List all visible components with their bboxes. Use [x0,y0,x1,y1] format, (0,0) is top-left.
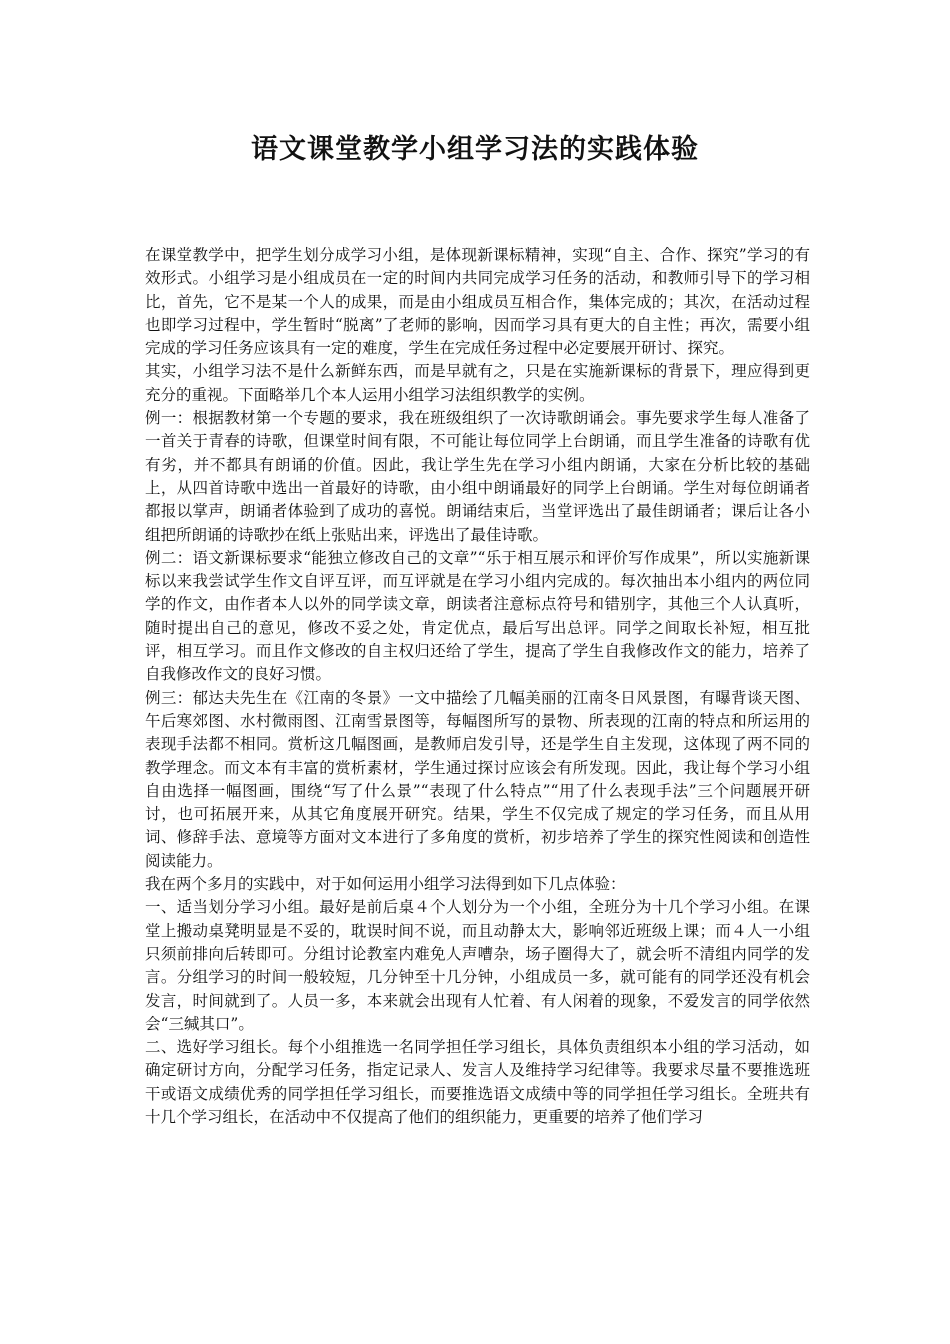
paragraph-intro: 在课堂教学中，把学生划分成学习小组，是体现新课标精神，实现“自主、合作、探究”学习的有效形式。小组学习是小组成员在一定的时间内共同完成学习任务的活动，和教师引导下的学习相比，首先，它不是某一个人的成果，而是由小组成员互相合作，集体完成的；其次，在活动过程也即学习过程中，学生暂时“脱离”了老师的影响，因而学习具有更大的自主性；再次，需要小组完成的学习任务应该具有一定的难度，学生在完成任务过程中必定要展开研讨、探究。 [145,246,810,358]
paragraph-example-1: 例一：根据教材第一个专题的要求，我在班级组织了一次诗歌朗诵会。事先要求学生每人准备了一首关于青春的诗歌，但课堂时间有限，不可能让每位同学上台朗诵，而且学生准备的诗歌有优有劣，并不都具有朗诵的价值。因此，我让学生先在学习小组内朗诵，大家在分析比较的基础上，从四首诗歌中选出一首最好的诗歌，由小组中朗诵最好的同学上台朗诵。学生对每位朗诵者都报以掌声，朗诵者体验到了成功的喜悦。朗诵结束后，当堂评选出了最佳朗诵者；课后让各小组把所朗诵的诗歌抄在纸上张贴出来，评选出了最佳诗歌。 [145,409,810,544]
paragraph-background: 其实，小组学习法不是什么新鲜东西，而是早就有之，只是在实施新课标的背景下，理应得到更充分的重视。下面略举几个本人运用小组学习法组织教学的实例。 [145,362,810,404]
document-body [145,244,810,1129]
paragraph-point-1: 一、适当划分学习小组。最好是前后桌４个人划分为一个小组，全班分为十几个学习小组。在课堂上搬动桌凳明显是不妥的，耽误时间不说，而且动静太大，影响邻近班级上课；而４人一小组只须前排向后转即可。分组讨论教室内难免人声嘈杂，场子圈得大了，就会听不清组内同学的发言。分组学习的时间一般较短，几分钟至十几分钟，小组成员一多，就可能有的同学还没有机会发言，时间就到了。人员一多，本来就会出现有人忙着、有人闲着的现象，不爱发言的同学依然会“三缄其口”。 [145,898,810,1033]
paragraph-example-2: 例二：语文新课标要求“能独立修改自己的文章”“乐于相互展示和评价写作成果”，所以实施新课标以来我尝试学生作文自评互评，而互评就是在学习小组内完成的。每次抽出本小组内的两位同学的作文，由作者本人以外的同学读文章，朗读者注意标点符号和错别字，其他三个人认真听，随时提出自己的意见，修改不妥之处，肯定优点，最后写出总评。同学之间取长补短，相互批评，相互学习。而且作文修改的自主权归还给了学生，提高了学生自我修改作文的能力，培养了自我修改作文的良好习惯。 [145,548,810,684]
document-title: 语文课堂教学小组学习法的实践体验 [251,134,699,165]
paragraph-example-3: 例三：郁达夫先生在《江南的冬景》一文中描绘了几幅美丽的江南冬日风景图，有曝背谈天图、午后寒郊图、水村微雨图、江南雪景图等，每幅图所写的景物、所表现的江南的特点和所运用的表现手法都不相同。赏析这几幅图画，是教师启发引导，还是学生自主发现，这体现了两不同的教学理念。而文本有丰富的赏析素材，学生通过探讨应该会有所发现。因此，我让每个学习小组自由选择一幅图画，围绕“写了什么景”“表现了什么特点”“用了什么表现手法”三个问题展开研讨，也可拓展开来，从其它角度展开研究。结果，学生不仅完成了规定的学习任务，而且从用词、修辞手法、意境等方面对文本进行了多角度的赏析，初步培养了学生的探究性阅读和创造性阅读能力。 [145,688,810,870]
paragraph-point-2: 二、选好学习组长。每个小组推选一名同学担任学习组长，具体负责组织本小组的学习活动，如确定研讨方向，分配学习任务，指定记录人、发言人及维持学习纪律等。我要求尽量不要推选班干或语文成绩优秀的同学担任学习组长，而要推选语文成绩中等的同学担任学习组长。全班共有十几个学习组长，在活动中不仅提高了他们的组织能力，更重要的培养了他们学习 [145,1038,810,1126]
paragraph-experience-intro: 我在两个多月的实践中，对于如何运用小组学习法得到如下几点体验： [145,875,626,894]
